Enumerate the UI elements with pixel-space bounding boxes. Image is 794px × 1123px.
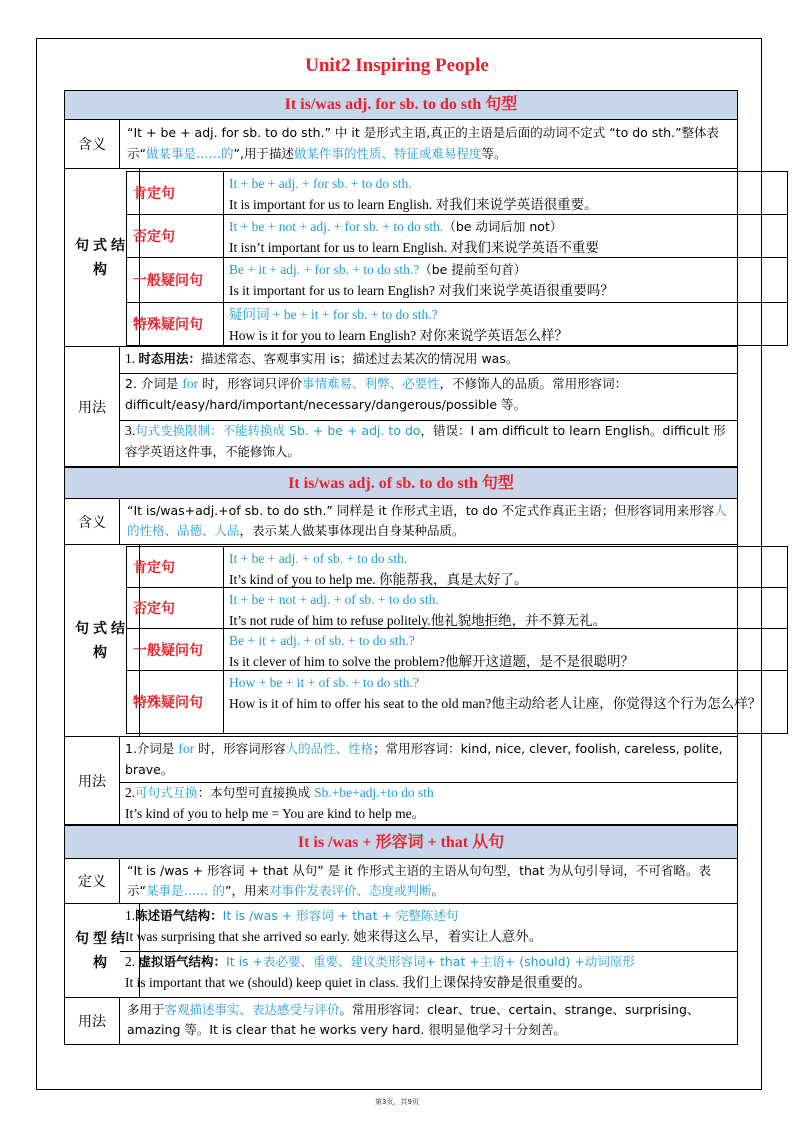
section-header: It is/was adj. for sb. to do sth 句型 bbox=[64, 90, 738, 120]
negative-row: 否定句 It + be + not + adj. + of sb. + to do sth. It’s not rude of him to refuse politely.他礼貌地拒绝，并不算无礼。 bbox=[126, 587, 788, 629]
meaning-text: “It + be + adj. for sb. to do sth.” 中 it 是形式主语,真正的主语是后面的动词不定式 “to do sth.”整体表示“做某事是……的”,用于描述做某件事的性质、特征或难易程度等。 bbox=[127, 125, 720, 161]
usage-item-1: 1. 时态用法：描述常态、客观事实用 is；描述过去某次的情况用 was。 bbox=[120, 347, 737, 374]
usage-item-2: 2. 介词是 for 时，形容词只评价事情难易、利弊、必要性，不修饰人的品质。常用形容词：difficult/easy/hard/important/necessary/dangerous/possible 等。 bbox=[120, 372, 737, 421]
page-number: 第3页，共9页 bbox=[375, 1098, 419, 1106]
section-header: It is /was + 形容词 + that 从句 bbox=[64, 825, 738, 859]
usage-row: 用法 多用于客观描述事实、表达感受与评价。常用形容词：clear、true、certain、strange、surprising、amazing 等。It is clear that he works very hard. 很明显他学习十分刻苦。 bbox=[64, 998, 738, 1045]
usage-item-3: 3.句式变换限制：不能转换成 Sb. + be + adj. to do，错误：I am difficult to learn English。difficult 形容学英语这件事，不能修饰人。 bbox=[125, 423, 726, 459]
yes-no-question-row: 一般疑问句 Be + it + adj. + of sb. + to do sth.? Is it clever of him to solve the problem?他解开这道题，是不是很聪明？ bbox=[126, 628, 788, 671]
structure-item-2: 2. 虚拟语气结构：It is +表必要、重要、建议类形容词+ that +主语+ (should) +动词原形 It is important that we (should) keep quiet in class. 我们上课保持安静是很重要的。 bbox=[125, 954, 635, 990]
section-header: It is/was adj. of sb. to do sth 句型 bbox=[64, 467, 738, 499]
structure-item-1: 1.陈述语气结构：It is /was + 形容词 + that + 完整陈述句 It was surprising that she arrived so early. 她来得这么早，着实让人意外。 bbox=[120, 904, 737, 952]
meaning-label: 含义 bbox=[65, 120, 120, 168]
yes-no-question-row: 一般疑问句 Be + it + adj. + for sb. + to do sth.?（be 提前至句首） Is it important for us to learn English? 对我们来说学英语很重要吗？ bbox=[126, 257, 788, 303]
document-title: Unit2 Inspiring People bbox=[305, 55, 489, 76]
meaning-row: 含义 “It is/was+adj.+of sb. to do sth.” 同样是 it 作形式主语，to do 不定式作真正主语；但形容词用来形容人的性格、品德、人品，表示某人做某事体现出自身某种品质。 bbox=[64, 499, 738, 545]
meaning-row bbox=[64, 120, 738, 169]
usage-item-2: 2.可句式互换：本句型可直接换成 Sb.+be+adj.+to do sth It’s kind of you to help me = You are kind to help me。 bbox=[125, 785, 434, 821]
definition-row: 定义 “It is /was + 形容词 + that 从句” 是 it 作形式主语的主语从句句型，that 为从句引导词，不可省略。表示“某事是…… 的”，用来对事件发表评价、态度或判断。 bbox=[64, 859, 738, 904]
usage-label: 用法 bbox=[65, 347, 120, 466]
usage-row: 用法 1.介词是 for 时，形容词形容人的品性、性格；常用形容词：kind, nice, clever, foolish, careless, polite, brave。 2.可句式互换：本句型可直接换成 Sb.+be+adj.+to do sth It’s kind of you to help me = You are kind to help me。 bbox=[64, 737, 738, 825]
usage-item-1: 1.介词是 for 时，形容词形容人的品性、性格；常用形容词：kind, nice, clever, foolish, careless, polite, brave。 bbox=[120, 737, 737, 783]
negative-row: 否定句 It + be + not + adj. + for sb. + to do sth.（be 动词后加 not） It isn’t important for us to learn English. 对我们来说学英语不重要 bbox=[126, 214, 788, 258]
affirmative-row: 肯定句 It + be + adj. + for sb. + to do sth. It is important for us to learn English. 对我们来说学英语很重要。 bbox=[126, 171, 788, 215]
usage-row bbox=[64, 347, 738, 467]
affirmative-row: 肯定句 It + be + adj. + of sb. + to do sth. It’s kind of you to help me. 你能帮我，真是太好了。 bbox=[126, 546, 788, 588]
structure-row: 句型结构 1.陈述语气结构：It is /was + 形容词 + that + 完整陈述句 It was surprising that she arrived so early. 她来得这么早，着实让人意外。 2. 虚拟语气结构：It is +表必要、重要、建议类形容词+ that +主语+ (should) +动词原形 It is important that we (should) keep quiet in class. 我们上课保持安静是很重要的。 bbox=[64, 904, 738, 998]
structure-label: 句式结构 bbox=[65, 169, 140, 346]
wh-question-row: 特殊疑问句 How + be + it + of sb. + to do sth.? How is it of him to offer his seat to the old man?他主动给老人让座，你觉得这个行为怎么样？ bbox=[126, 670, 788, 734]
structure-row: 句式结构 bbox=[64, 545, 738, 737]
wh-question-row: 特殊疑问句 疑问词 + be + it + for sb. + to do sth.? How is it for you to learn English? 对你来说学英语怎么样？ bbox=[126, 302, 788, 346]
